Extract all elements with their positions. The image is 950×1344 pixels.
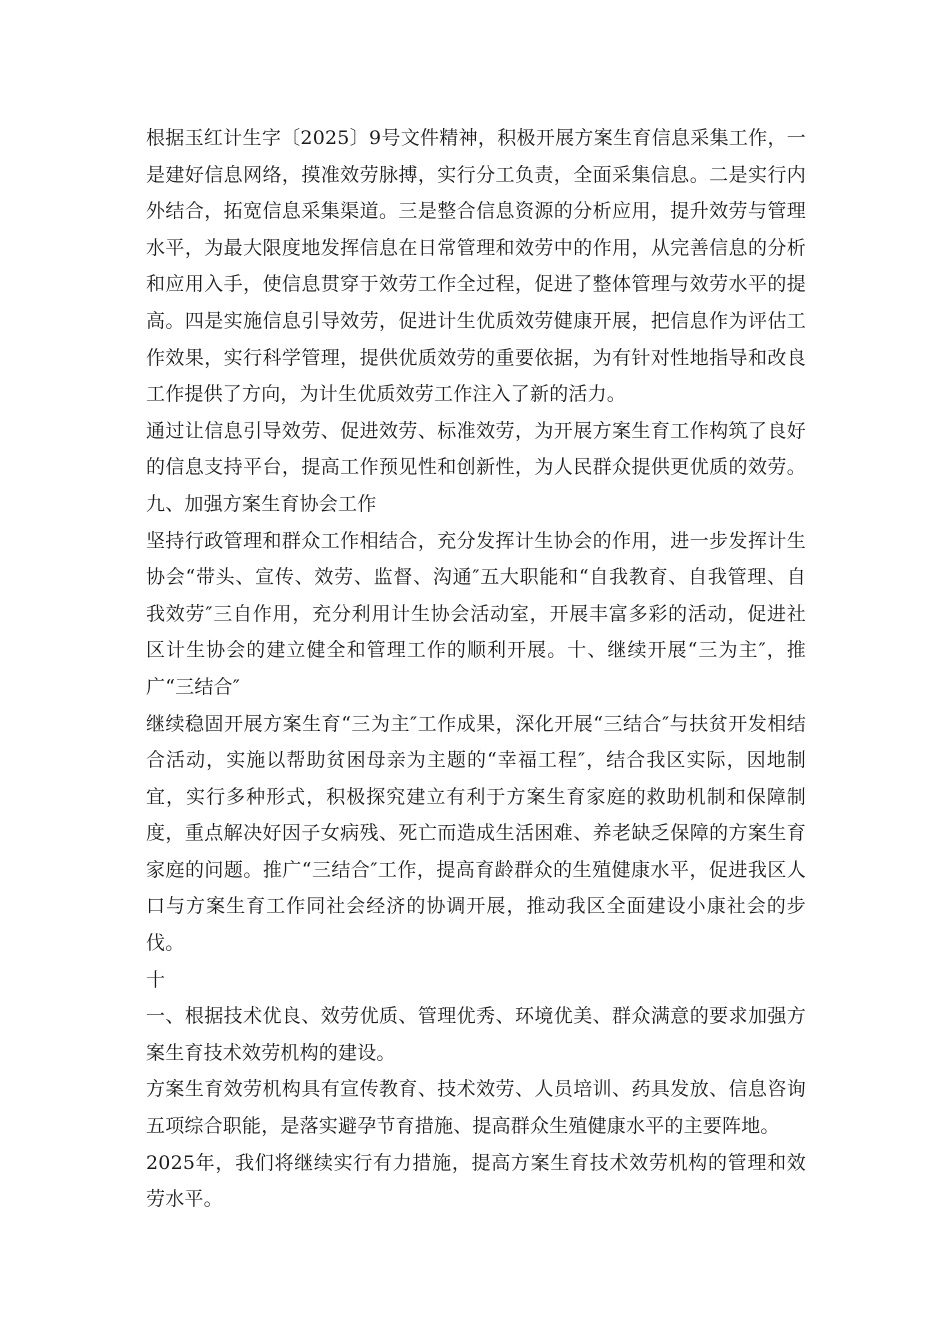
paragraph-info-guidance: 通过让信息引导效劳、促进效劳、标准效劳，为开展方案生育工作构筑了良好的信息支持平台，提高工作预见性和创新性，为人民群众提供更优质的效劳。九、加强方案生育协会工作 xyxy=(146,419,806,515)
paragraph-2025-plan: 2025年，我们将继续实行有力措施，提高方案生育技术效劳机构的管理和效劳水平。 xyxy=(146,1151,806,1211)
document-body xyxy=(146,120,806,1218)
paragraph-association-work: 坚持行政管理和群众工作相结合，充分发挥计生协会的作用，进一步发挥计生协会“带头、宣传、效劳、监督、沟通″五大职能和“自我教育、自我管理、自我效劳″三自作用，充分利用计生协会活动室，开展丰富多彩的活动，促进社区计生协会的建立健全和管理工作的顺利开展。十、继续开展“三为主″，推广“三结合″ xyxy=(146,529,806,698)
paragraph-three-combinations: 继续稳固开展方案生育“三为主″工作成果，深化开展“三结合″与扶贫开发相结合活动，实施以帮助贫困母亲为主题的“幸福工程″，结合我区实际，因地制宜，实行多种形式，积极探究建立有利于方案生育家庭的救助机制和保障制度，重点解决好因子女病残、死亡而造成生活困难、养老缺乏保障的方案生育家庭的问题。推广“三结合″工作，提高育龄群众的生殖健康水平，促进我区人口与方案生育工作同社会经济的协调开展，推动我区全面建设小康社会的步伐。 xyxy=(146,712,806,955)
paragraph-service-agency-functions: 方案生育效劳机构具有宣传教育、技术效劳、人员培训、药具发放、信息咨询五项综合职能，是落实避孕节育措施、提高群众生殖健康水平的主要阵地。 xyxy=(146,1078,806,1138)
paragraph-service-agency-heading: 一、根据技术优良、效劳优质、管理优秀、环境优美、群众满意的要求加强方案生育技术效劳机构的建设。 xyxy=(146,1005,806,1064)
paragraph-info-collection: 根据玉红计生字〔2025〕9号文件精神，积极开展方案生育信息采集工作，一是建好信息网络，摸准效劳脉搏，实行分工负责，全面采集信息。二是实行内外结合，拓宽信息采集渠道。三是整合信息资源的分析应用，提升效劳与管理水平，为最大限度地发挥信息在日常管理和效劳中的作用，从完善信息的分析和应用入手，使信息贯穿于效劳工作全过程，促进了整体管理与效劳水平的提高。四是实施信息引导效劳，促进计生优质效劳健康开展，把信息作为评估工作效果，实行科学管理，提供优质效劳的重要依据，为有针对性地指导和改良工作提供了方向，为计生优质效劳工作注入了新的活力。 xyxy=(146,127,806,406)
paragraph-section-number: 十 xyxy=(146,968,166,991)
